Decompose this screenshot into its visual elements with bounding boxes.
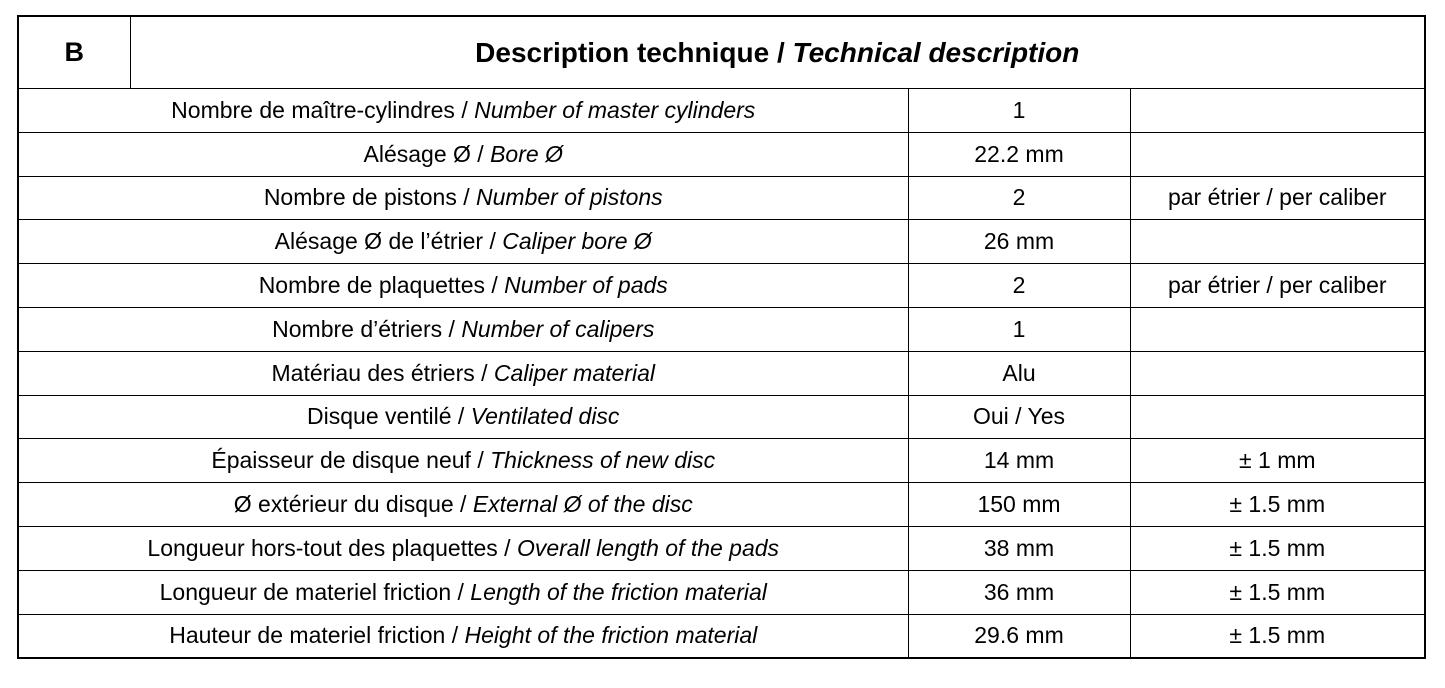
spec-label-en: Bore Ø	[490, 140, 563, 167]
spec-note	[1130, 132, 1424, 176]
table-row	[19, 89, 1424, 133]
spec-label	[19, 483, 908, 527]
spec-label-fr: Hauteur de materiel friction /	[169, 622, 465, 649]
spec-value: 2	[908, 264, 1130, 308]
table-row	[19, 439, 1424, 483]
table-row	[19, 614, 1424, 657]
table-row	[19, 132, 1424, 176]
table-row	[19, 351, 1424, 395]
spec-note	[1130, 307, 1424, 351]
spec-label-en: Number of calipers	[461, 315, 655, 342]
spec-label-fr: Matériau des étriers /	[271, 359, 494, 386]
section-title	[130, 17, 1424, 89]
spec-label-en: Caliper material	[493, 359, 655, 386]
spec-label-en: Number of master cylinders	[474, 96, 756, 123]
spec-label-en: Number of pads	[504, 272, 668, 299]
spec-value: 150 mm	[908, 483, 1130, 527]
spec-label-fr: Nombre d’étriers /	[272, 315, 462, 342]
spec-label-fr: Ø extérieur du disque /	[233, 491, 473, 518]
spec-label-fr: Épaisseur de disque neuf /	[211, 447, 491, 474]
spec-value: 1	[908, 307, 1130, 351]
spec-note: ± 1.5 mm	[1130, 526, 1424, 570]
spec-label-fr: Longueur de materiel friction /	[159, 578, 471, 605]
table-row	[19, 570, 1424, 614]
table-row	[19, 220, 1424, 264]
section-title-fr: Description technique /	[475, 36, 793, 68]
table-row	[19, 526, 1424, 570]
spec-label	[19, 570, 908, 614]
spec-label	[19, 351, 908, 395]
spec-note	[1130, 220, 1424, 264]
spec-label-fr: Nombre de plaquettes /	[258, 272, 505, 299]
spec-value: 22.2 mm	[908, 132, 1130, 176]
spec-label-fr: Nombre de pistons /	[263, 184, 477, 211]
spec-note: ± 1 mm	[1130, 439, 1424, 483]
spec-label-fr: Disque ventilé /	[307, 403, 471, 430]
spec-label-en: Thickness of new disc	[490, 447, 716, 474]
spec-label	[19, 264, 908, 308]
spec-label	[19, 439, 908, 483]
spec-label-en: Height of the friction material	[464, 622, 758, 649]
spec-value: Alu	[908, 351, 1130, 395]
table-row	[19, 176, 1424, 220]
spec-value: 26 mm	[908, 220, 1130, 264]
spec-label-en: External Ø of the disc	[472, 491, 693, 518]
spec-label-en: Number of pistons	[476, 184, 663, 211]
spec-label	[19, 614, 908, 657]
spec-note: ± 1.5 mm	[1130, 570, 1424, 614]
spec-note: par étrier / per caliber	[1130, 176, 1424, 220]
spec-label-fr: Nombre de maître-cylindres /	[171, 96, 475, 123]
spec-label	[19, 526, 908, 570]
technical-description-table	[19, 17, 1424, 657]
section-letter: B	[19, 17, 130, 89]
spec-value: 2	[908, 176, 1130, 220]
table-row	[19, 264, 1424, 308]
spec-value: 14 mm	[908, 439, 1130, 483]
spec-note	[1130, 395, 1424, 439]
spec-note	[1130, 89, 1424, 133]
technical-description-table-frame	[17, 15, 1426, 659]
section-title-en: Technical description	[792, 36, 1080, 68]
spec-value: 29.6 mm	[908, 614, 1130, 657]
spec-label-en: Overall length of the pads	[516, 534, 780, 561]
spec-note: ± 1.5 mm	[1130, 614, 1424, 657]
spec-value: 1	[908, 89, 1130, 133]
spec-label-fr: Alésage Ø de l’étrier /	[274, 228, 503, 255]
spec-label-en: Length of the friction material	[470, 578, 767, 605]
spec-label	[19, 395, 908, 439]
spec-label	[19, 132, 908, 176]
table-row	[19, 307, 1424, 351]
spec-value: Oui / Yes	[908, 395, 1130, 439]
spec-value: 38 mm	[908, 526, 1130, 570]
spec-note: ± 1.5 mm	[1130, 483, 1424, 527]
spec-label-en: Ventilated disc	[470, 403, 620, 430]
spec-value: 36 mm	[908, 570, 1130, 614]
spec-label	[19, 176, 908, 220]
spec-label	[19, 307, 908, 351]
spec-note: par étrier / per caliber	[1130, 264, 1424, 308]
spec-label-fr: Alésage Ø /	[363, 140, 491, 167]
table-header-row	[19, 17, 1424, 89]
table-row	[19, 395, 1424, 439]
spec-label	[19, 220, 908, 264]
spec-label-en: Caliper bore Ø	[502, 228, 652, 255]
spec-note	[1130, 351, 1424, 395]
spec-label	[19, 89, 908, 133]
table-row	[19, 483, 1424, 527]
spec-label-fr: Longueur hors-tout des plaquettes /	[147, 534, 517, 561]
